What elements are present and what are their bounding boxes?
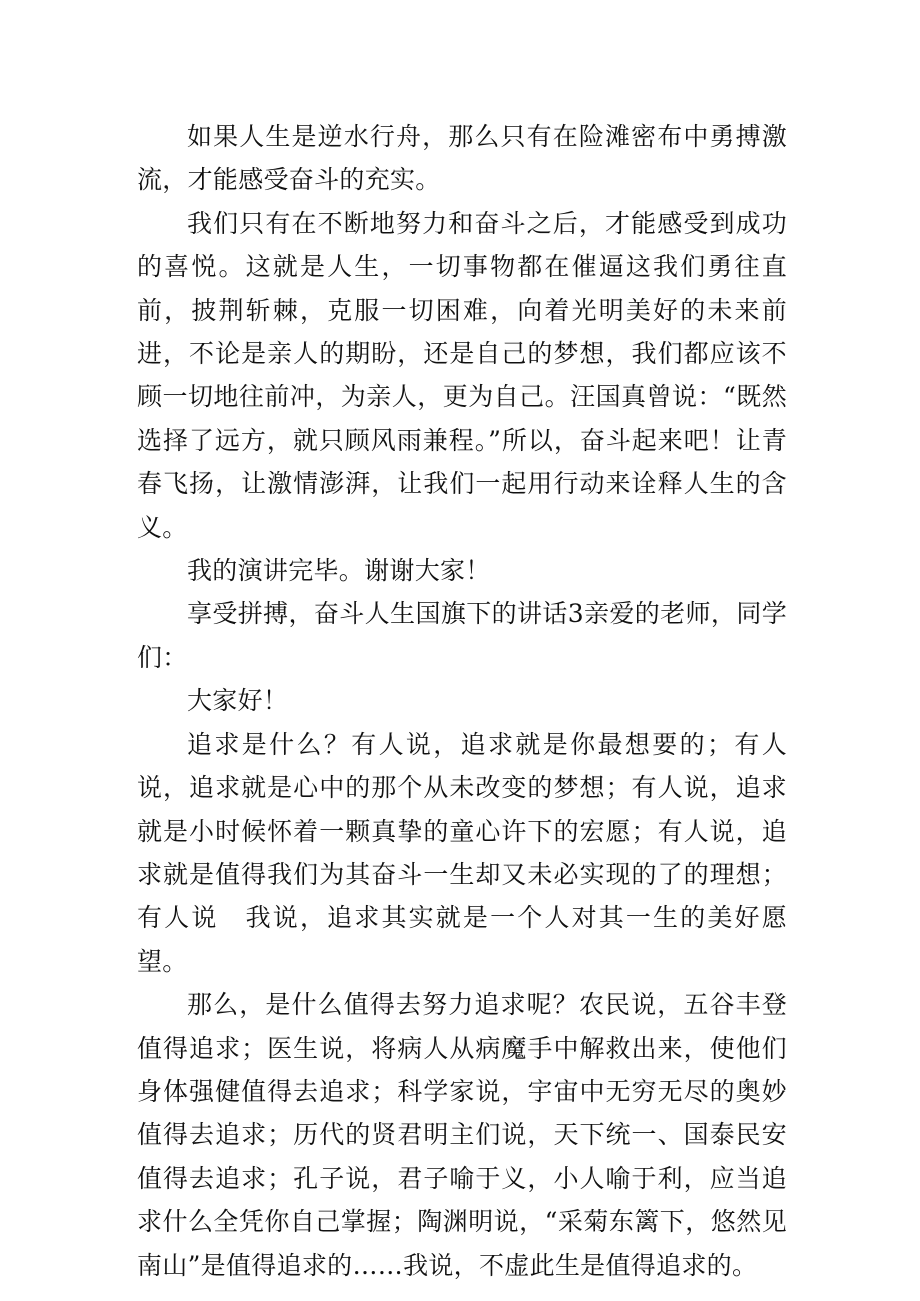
document-body xyxy=(137,115,787,1287)
paragraph-5: 大家好！ xyxy=(187,686,289,716)
paragraph-2: 我们只有在不断地努力和奋斗之后，才能感受到成功的喜悦。这就是人生，一切事物都在催逼这我们勇往直前，披荆斩棘，克服一切困难，向着光明美好的未来前进，不论是亲人的期盼，还是自己的梦想，我们都应该不顾一切地往前冲，为亲人，更为自己。汪国真曾说：“既然选择了远方，就只顾风雨兼程。”所以，奋斗起来吧！让青春飞扬，让激情澎湃，让我们一起用行动来诠释人生的含义。 xyxy=(137,208,787,542)
paragraph-1: 如果人生是逆水行舟，那么只有在险滩密布中勇搏激流，才能感受奋斗的充实。 xyxy=(137,122,787,195)
paragraph-3: 我的演讲完毕。谢谢大家！ xyxy=(187,556,491,586)
paragraph-4: 享受拼搏，奋斗人生国旗下的讲话3亲爱的老师，同学们： xyxy=(137,599,787,672)
paragraph-7: 那么，是什么值得去努力追求呢？农民说，五谷丰登值得追求；医生说，将病人从病魔手中解救出来，使他们身体强健值得去追求；科学家说，宇宙中无穷无尽的奥妙值得去追求；历代的贤君明主们说，天下统一、国泰民安值得去追求；孔子说，君子喻于义，小人喻于利，应当追求什么全凭你自己掌握；陶渊明说，“采菊东篱下，悠然见南山”是值得追求的……我说，不虚此生是值得追求的。 xyxy=(137,990,787,1280)
paragraph-6: 追求是什么？有人说，追求就是你最想要的；有人说，追求就是心中的那个从未改变的梦想；有人说，追求就是小时候怀着一颗真挚的童心许下的宏愿；有人说，追求就是值得我们为其奋斗一生却又未必实现的了的理想；有人说 我说，追求其实就是一个人对其一生的美好愿望。 xyxy=(137,729,787,976)
